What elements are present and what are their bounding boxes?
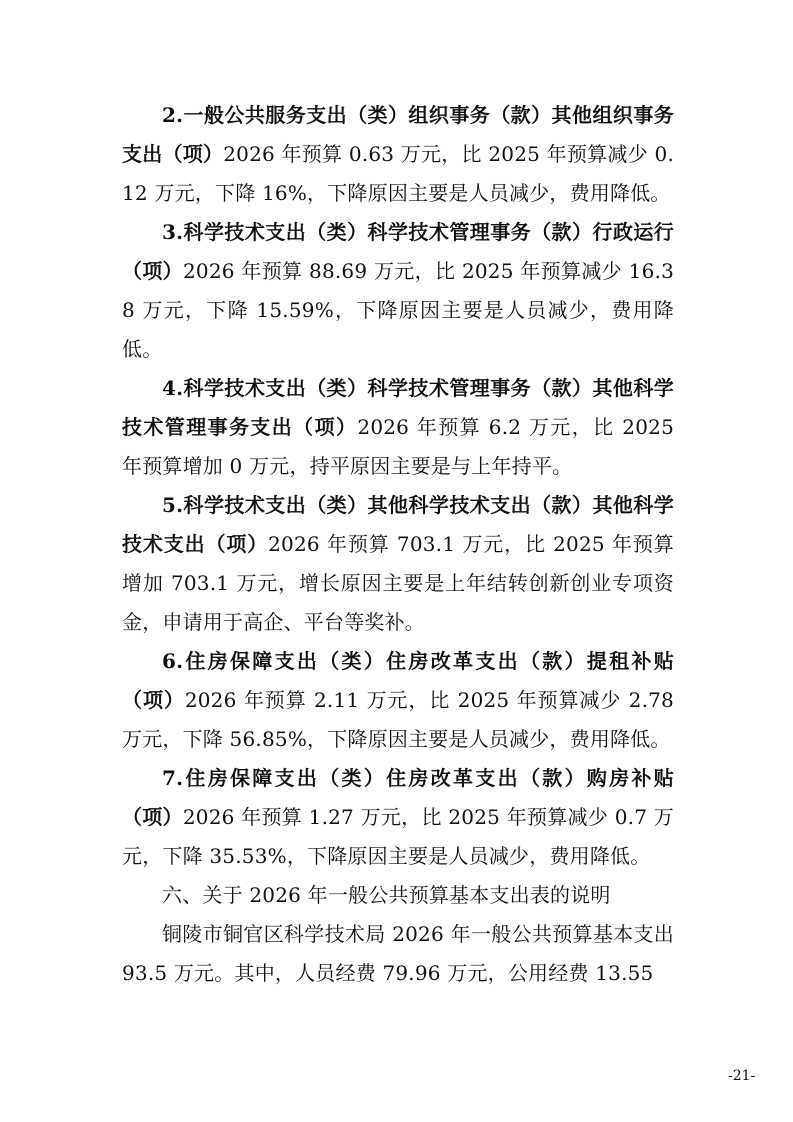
paragraph-item-6	[122, 642, 674, 759]
item-6-title: 6.住房保障支出（类）住房改革支出（款）提租补贴（项）	[122, 649, 674, 712]
item-3-text: 2026 年预算 88.69 万元，比 2025 年预算减少 16.38 万元，下降 15.59%，下降原因主要是人员减少，费用降低。	[122, 259, 674, 361]
paragraph-item-4	[122, 369, 674, 486]
item-2-text: 2026 年预算 0.63 万元，比 2025 年预算减少 0.12 万元，下降 16%，下降原因主要是人员减少，费用降低。	[122, 142, 674, 205]
item-5-title: 5.科学技术支出（类）其他科学技术支出（款）其他科学技术支出（项）	[122, 493, 674, 556]
item-5-text: 2026 年预算 703.1 万元，比 2025 年预算增加 703.1 万元，增长原因主要是上年结转创新创业专项资金，申请用于高企、平台等奖补。	[122, 532, 674, 634]
item-3-title: 3.科学技术支出（类）科学技术管理事务（款）行政运行（项）	[122, 220, 674, 283]
item-7-title: 7.住房保障支出（类）住房改革支出（款）购房补贴（项）	[122, 766, 674, 829]
closing-paragraph: 铜陵市铜官区科学技术局 2026 年一般公共预算基本支出 93.5 万元。其中，人员经费 79.96 万元，公用经费 13.55	[122, 922, 674, 985]
paragraph-item-2	[122, 96, 674, 213]
item-7-text: 2026 年预算 1.27 万元，比 2025 年预算减少 0.7 万元，下降 35.53%，下降原因主要是人员减少，费用降低。	[122, 805, 674, 868]
item-4-text: 2026 年预算 6.2 万元，比 2025 年预算增加 0 万元，持平原因主要是与上年持平。	[122, 415, 675, 478]
section-heading: 六、关于 2026 年一般公共预算基本支出表的说明	[162, 883, 611, 907]
paragraph-item-7	[122, 759, 674, 876]
page-number: -21-	[728, 1068, 756, 1084]
paragraph-item-3	[122, 213, 674, 369]
paragraph-item-5	[122, 486, 674, 642]
item-4-title: 4.科学技术支出（类）科学技术管理事务（款）其他科学技术管理事务支出（项）	[122, 376, 674, 439]
document-body	[122, 96, 674, 993]
item-2-title: 2.一般公共服务支出（类）组织事务（款）其他组织事务支出（项）	[122, 103, 674, 166]
item-6-text: 2026 年预算 2.11 万元，比 2025 年预算减少 2.78 万元，下降 56.85%，下降原因主要是人员减少，费用降低。	[122, 688, 674, 751]
